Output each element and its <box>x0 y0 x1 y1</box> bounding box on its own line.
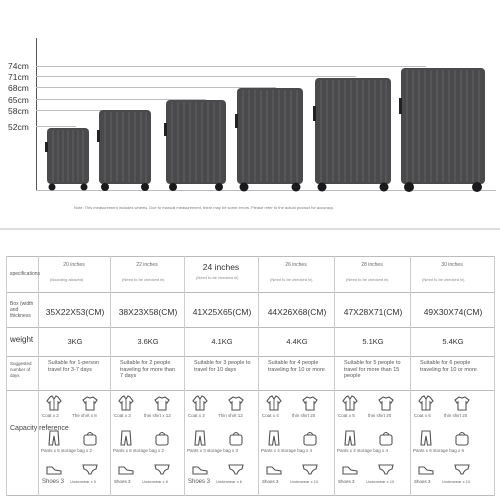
caption-shoes: Shoes 3 <box>414 479 431 484</box>
shoe-icon <box>118 461 134 477</box>
caption-underwear: Underwear x 6 <box>216 479 243 484</box>
row-label-suggested-days: Suggested number of days <box>10 361 32 378</box>
caption-coat: Coat x 3 <box>188 413 205 418</box>
caption-underwear: Underwear x 5 <box>70 479 97 484</box>
column-suggested-days: Suitable for 3 people to travel for 10 days <box>194 360 251 373</box>
pants-icon <box>118 430 134 446</box>
pants-icon <box>342 430 358 446</box>
column-check-note: (Boarding allowed) <box>50 277 84 282</box>
column-size: 26 inches <box>285 262 307 268</box>
tick-65: 65cm <box>8 95 29 105</box>
table-line <box>6 256 495 257</box>
column-dimensions: 35X22X53(CM) <box>45 307 105 317</box>
caption-underwear: Underwear x 10 <box>442 479 471 484</box>
bag-icon <box>154 430 170 446</box>
column-weight: 3KG <box>67 337 83 346</box>
caption-shoes: Shoes 3 <box>188 479 211 485</box>
column-dimensions: 38X23X58(CM) <box>118 307 178 317</box>
column-weight: 4.1KG <box>211 337 233 346</box>
underwear-icon <box>378 461 394 477</box>
height-line-74 <box>36 66 426 67</box>
column-dimensions: 49X30X74(CM) <box>423 307 483 317</box>
column-size: 28 inches <box>361 262 383 268</box>
underwear-icon <box>302 461 318 477</box>
caption-pants-bag: Pants x 6 storage bag x 6 <box>413 448 465 453</box>
column-check-note: (Need to be checked in) <box>122 277 165 282</box>
shoe-icon <box>418 461 434 477</box>
table-col-line <box>110 256 111 496</box>
underwear-icon <box>454 461 470 477</box>
column-dimensions: 47X28X71(CM) <box>343 307 403 317</box>
shirt-icon <box>154 395 170 411</box>
table-col-line <box>6 256 7 496</box>
column-dimensions: 41X25X65(CM) <box>192 307 252 317</box>
column-suggested-days: Suitable for 1-person travel for 3-7 days <box>48 360 100 373</box>
caption-pants-bag: Pants x 6 storage bag x 2 <box>113 448 165 453</box>
column-weight: 5.4KG <box>442 337 464 346</box>
caption-underwear: Underwear x 10 <box>290 479 319 484</box>
table-line <box>6 495 495 496</box>
column-check-note: (Need to be checked in) <box>196 275 239 280</box>
caption-pants-bag: Pants x 5 storage bag x 2 <box>41 448 93 453</box>
row-label-capacity: Capacity reference <box>10 425 69 432</box>
suitcase-30-inch <box>398 66 488 192</box>
table-col-line <box>258 256 259 496</box>
caption-coat: Coat x 4 <box>262 413 279 418</box>
bag-icon <box>378 430 394 446</box>
column-check-note: (Need to be checked in) <box>422 277 465 282</box>
column-weight: 4.4KG <box>286 337 308 346</box>
column-check-note: (Need to be checked in) <box>346 277 389 282</box>
column-dimensions: 44X26X68(CM) <box>267 307 327 317</box>
table-col-line <box>494 256 495 496</box>
height-line-71 <box>36 76 356 77</box>
coat-icon <box>266 395 282 411</box>
underwear-icon <box>82 461 98 477</box>
table-line <box>6 327 495 328</box>
pants-icon <box>192 430 208 446</box>
bag-icon <box>228 430 244 446</box>
pants-icon <box>418 430 434 446</box>
shoe-icon <box>192 461 208 477</box>
caption-coat: Coat x 2 <box>42 413 59 418</box>
shirt-icon <box>454 395 470 411</box>
column-size: 22 inches <box>136 262 158 268</box>
table-col-line <box>410 256 411 496</box>
table-line <box>6 292 495 293</box>
bag-icon <box>454 430 470 446</box>
caption-shirt: thin shirt 20 <box>368 413 392 418</box>
shoe-icon <box>342 461 358 477</box>
coat-icon <box>46 395 62 411</box>
tick-74: 74cm <box>8 61 29 71</box>
measurement-note: Note: This measurement includes wheels. Due to manual measurement, there may be some errors. Please refer to the actual product for accuracy. <box>74 205 334 210</box>
shirt-icon <box>82 395 98 411</box>
caption-pants-bag: Pants x 4 storage bag x 4 <box>337 448 389 453</box>
suitcase-28-inch <box>312 76 394 192</box>
caption-shoes: Shoes 3 <box>114 479 131 484</box>
caption-shoes: Shoes 3 <box>262 479 279 484</box>
caption-coat: Coat x 3 <box>114 413 131 418</box>
coat-icon <box>192 395 208 411</box>
caption-pants-bag: Pants x 3 storage bag x 3 <box>187 448 239 453</box>
caption-shirt: Thin shirt 12 <box>218 413 243 418</box>
table-col-line <box>334 256 335 496</box>
caption-underwear: Underwear x 10 <box>366 479 395 484</box>
table-col-line <box>38 256 39 496</box>
underwear-icon <box>154 461 170 477</box>
bag-icon <box>82 430 98 446</box>
caption-shoes: Shoes 3 <box>42 479 65 485</box>
table-line <box>6 356 495 357</box>
column-suggested-days: Suitable for 5 people to travel for more than 15 people <box>344 360 401 379</box>
column-suggested-days: Suitable for 2 people traveling for more than 7 days <box>120 360 176 379</box>
underwear-icon <box>228 461 244 477</box>
pants-icon <box>46 430 62 446</box>
row-label-box: Box (width and thickness <box>10 301 34 319</box>
bag-icon <box>302 430 318 446</box>
tick-52: 52cm <box>8 122 29 132</box>
section-divider <box>0 228 500 230</box>
size-comparison-panel <box>0 0 500 225</box>
table-line <box>6 390 495 391</box>
shirt-icon <box>302 395 318 411</box>
column-size: 20 inches <box>63 262 85 268</box>
suitcase-20-inch <box>44 126 92 192</box>
column-size: 24 inches <box>202 262 240 272</box>
suitcase-22-inch <box>96 108 154 192</box>
suitcase-26-inch <box>234 86 306 192</box>
height-axis <box>36 38 37 190</box>
tick-68: 68cm <box>8 83 29 93</box>
caption-coat: Coat x 6 <box>414 413 431 418</box>
pants-icon <box>266 430 282 446</box>
column-weight: 3.6KG <box>137 337 159 346</box>
coat-icon <box>118 395 134 411</box>
shoe-icon <box>46 461 62 477</box>
shirt-icon <box>228 395 244 411</box>
column-suggested-days: Suitable for 6 people traveling for 10 or more <box>420 360 477 373</box>
row-label-specifications: specifications <box>10 271 41 277</box>
caption-coat: Coat x 5 <box>338 413 355 418</box>
tick-58: 58cm <box>8 106 29 116</box>
tick-71: 71cm <box>8 72 29 82</box>
caption-shirt: thin shirt 20 <box>292 413 316 418</box>
coat-icon <box>342 395 358 411</box>
column-size: 30 inches <box>441 262 463 268</box>
column-check-note: (Need to be checked in) <box>270 277 313 282</box>
shoe-icon <box>266 461 282 477</box>
table-col-line <box>184 256 185 496</box>
caption-underwear: Underwear x 6 <box>142 479 169 484</box>
caption-shirt: The shirt x 8 <box>72 413 97 418</box>
caption-shirt: thin shirt x 12 <box>144 413 171 418</box>
caption-shoes: Shoes 3 <box>338 479 355 484</box>
column-weight: 5.1KG <box>362 337 384 346</box>
caption-shirt: thin shirt 20 <box>444 413 468 418</box>
shirt-icon <box>378 395 394 411</box>
column-suggested-days: Suitable for 4 people traveling for 10 or more <box>268 360 325 373</box>
suitcase-24-inch <box>163 98 229 192</box>
caption-pants-bag: Pants x 4 storage bag x 4 <box>261 448 313 453</box>
coat-icon <box>418 395 434 411</box>
row-label-weight: weight <box>10 335 34 344</box>
